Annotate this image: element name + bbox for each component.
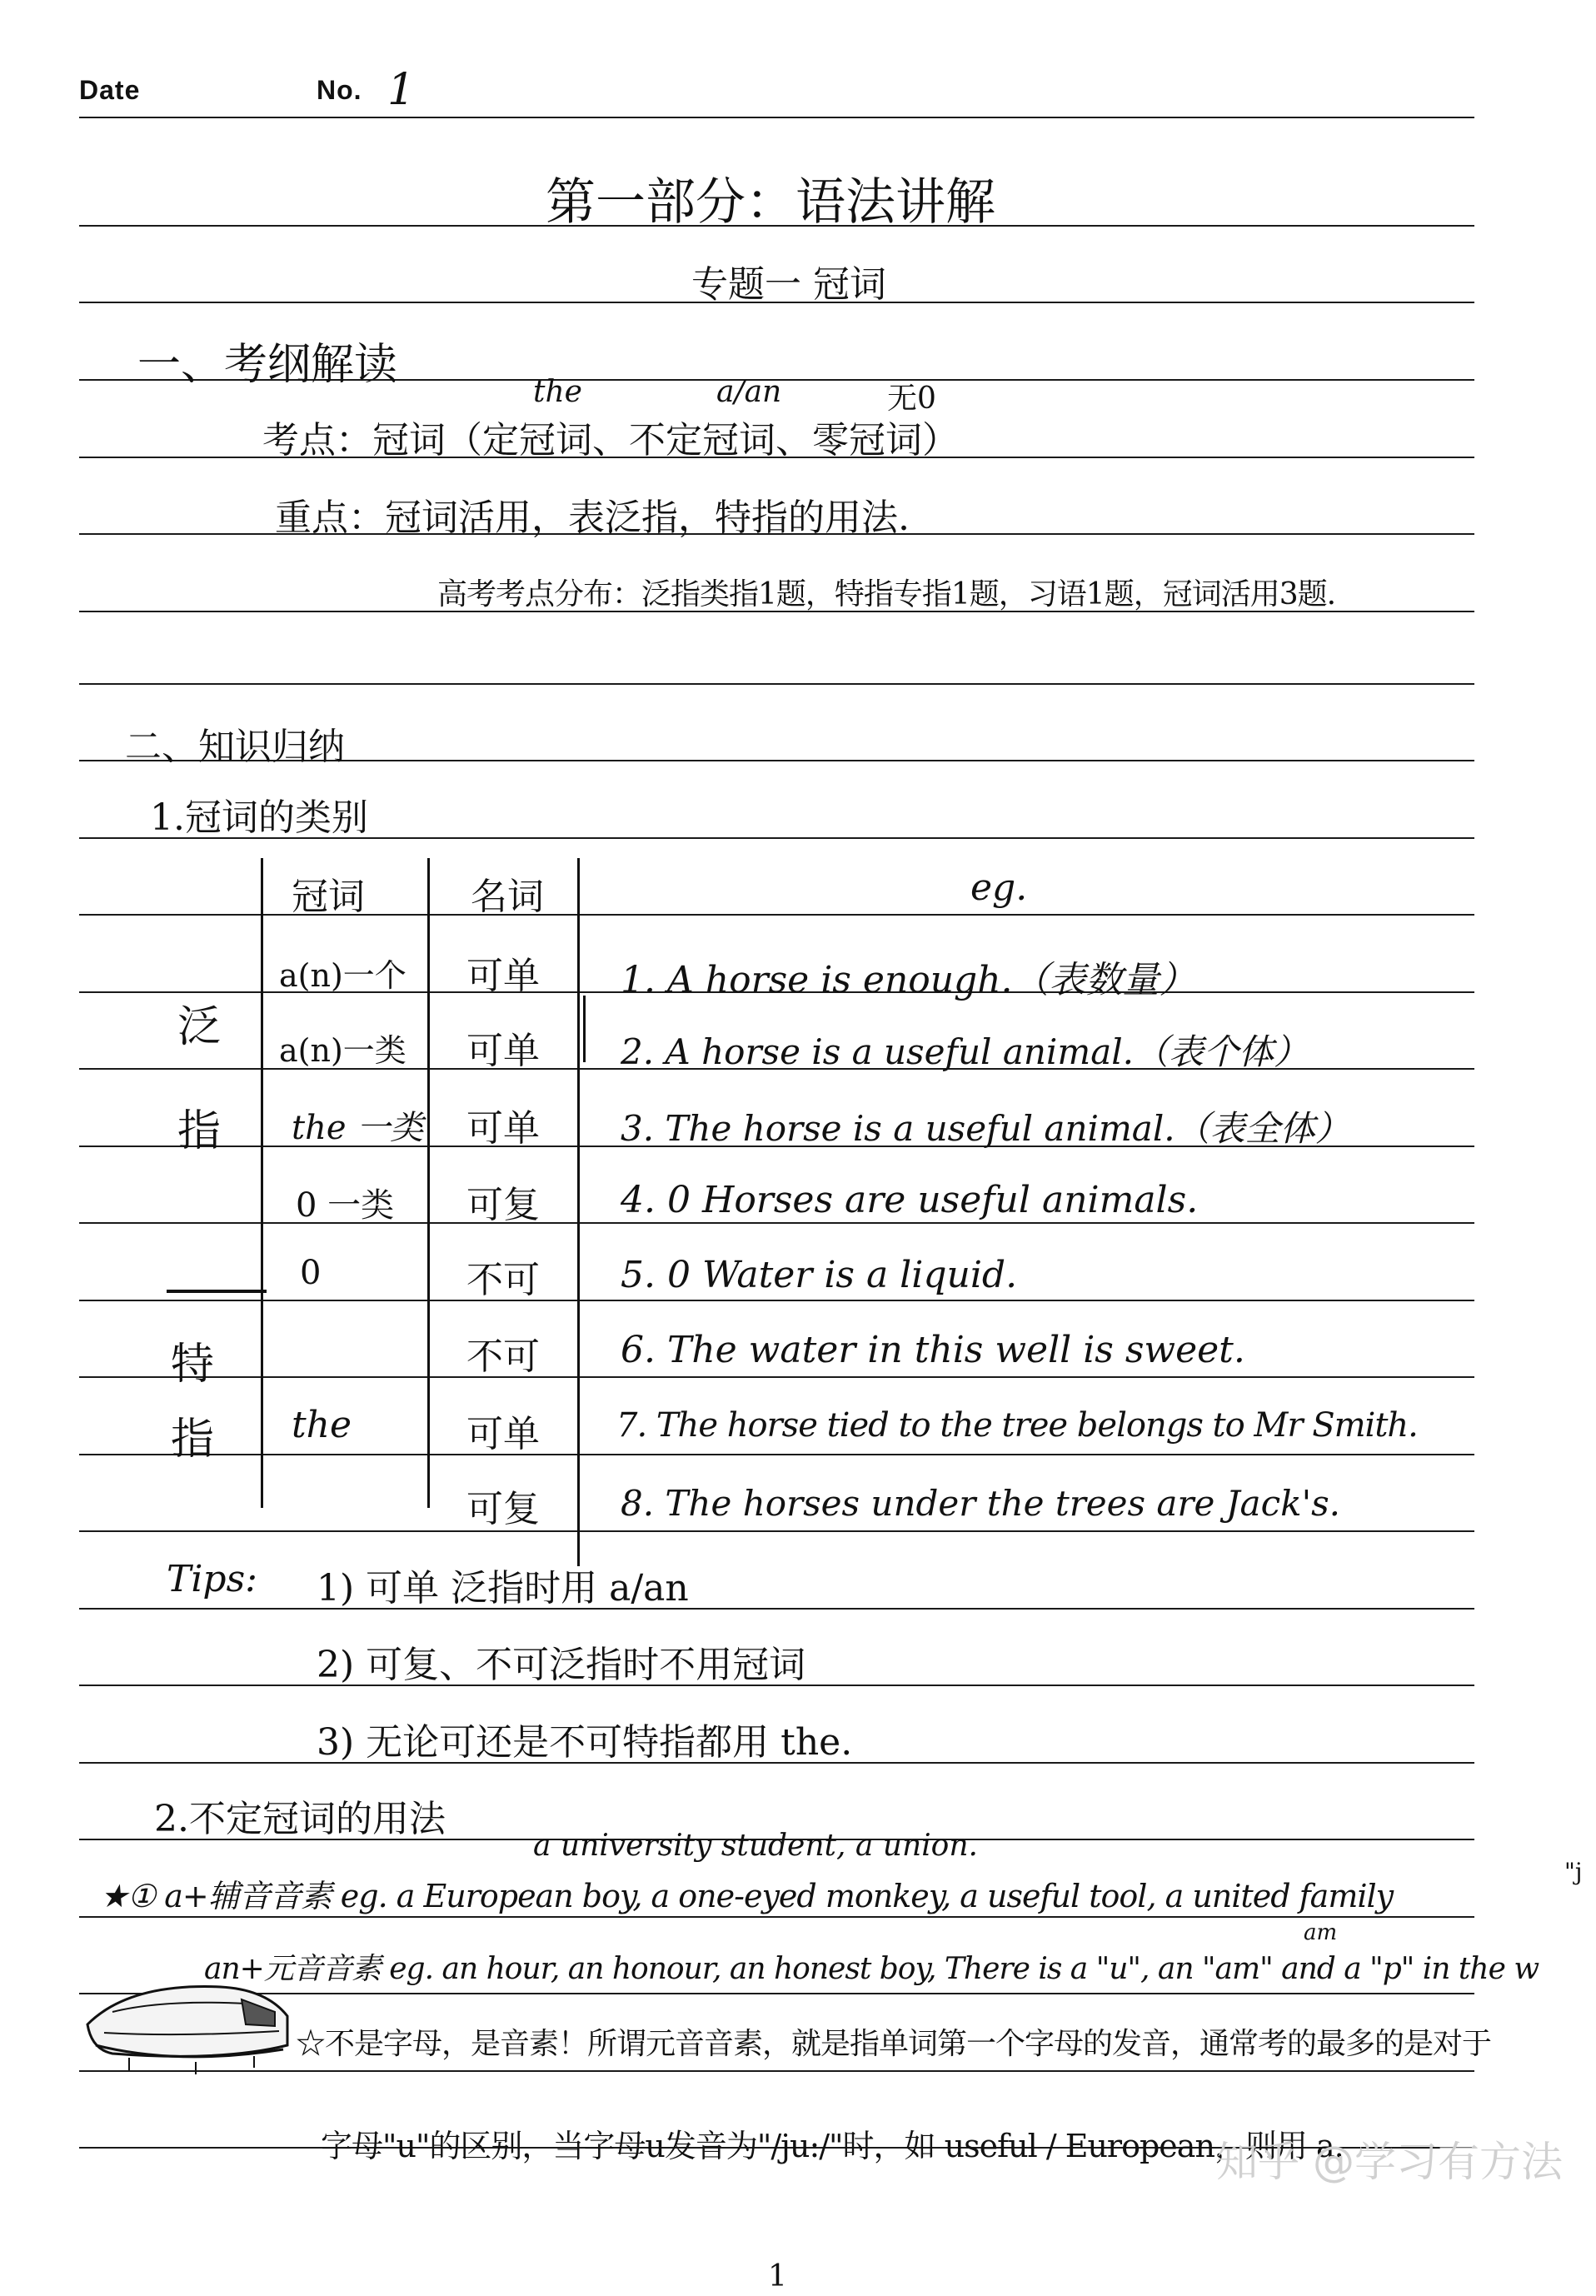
- annotation-zero: 无0: [887, 382, 936, 416]
- table-divider-mark: [583, 996, 586, 1062]
- table-cell-noun: 可单: [466, 1030, 540, 1072]
- table-cell-noun: 可单: [466, 1107, 540, 1150]
- rule-line-tail: "j: [1564, 1858, 1583, 1885]
- annotation-the: the: [533, 375, 582, 409]
- train-doodle-icon: [79, 1966, 296, 2083]
- table-cell-example: 5. 0 Water is a liquid.: [621, 1254, 1018, 1296]
- group-label-fanzhi: 指: [177, 1106, 222, 1156]
- table-divider: [577, 858, 580, 1566]
- table-cell-example: 7. The horse tied to the tree belongs to Mr Smith.: [616, 1406, 1418, 1445]
- page-number: 1: [768, 2259, 787, 2294]
- table-cell-article: 0 一类: [296, 1186, 395, 1225]
- subheading-indefinite-article: 2.不定冠词的用法: [154, 1798, 446, 1840]
- table-cell-example: 3. The horse is a useful animal.（表全体）: [621, 1108, 1350, 1149]
- date-label: Date: [79, 75, 141, 105]
- tip-item: 3) 无论可还是不可特指都用 the.: [317, 1721, 853, 1764]
- table-cell-article: a(n)一个: [279, 957, 406, 994]
- page-subtitle: 专题一 冠词: [691, 263, 886, 306]
- annotation-a-an: a/an: [716, 375, 782, 409]
- table-cell-noun: 不可: [466, 1335, 540, 1378]
- table-cell-article: the 一类: [292, 1109, 424, 1147]
- ruled-line: [79, 683, 1474, 685]
- annotation-examples: a university student, a union.: [533, 1829, 978, 1863]
- zhongdian-text: 重点：冠词活用，表泛指，特指的用法.: [275, 497, 910, 539]
- tip-item: 1) 可单 泛指时用 a/an: [317, 1567, 689, 1610]
- section-heading-2: 二、知识归纳: [125, 726, 345, 768]
- table-cell-example: 8. The horses under the trees are Jack's.: [621, 1483, 1341, 1524]
- no-label: No.: [317, 75, 362, 105]
- table-cell-example: 1. A horse is enough.（表数量）: [621, 959, 1196, 1001]
- ruled-line: [79, 1376, 1474, 1378]
- table-cell-noun: 可单: [466, 1413, 540, 1455]
- note-line: 字母"u"的区别，当字母u发音为"/ju:/"时，如 useful / European，则用 a.: [321, 2128, 1344, 2164]
- ruled-line: [79, 1222, 1474, 1224]
- ruled-line: [79, 1454, 1474, 1455]
- table-cell-noun: 可复: [466, 1488, 540, 1530]
- tips-label: Tips:: [167, 1558, 257, 1600]
- rule-line-consonant: ★① a+辅音音素 eg. a European boy, a one-eyed monkey, a useful tool, a united family: [100, 1878, 1394, 1914]
- subheading-article-types: 1.冠词的类别: [150, 796, 368, 839]
- table-header-eg: eg.: [970, 866, 1028, 909]
- ruled-line: [79, 914, 1474, 916]
- page-title: 第一部分：语法讲解: [546, 173, 995, 232]
- watermark: 知乎 @学习有方法: [1216, 2138, 1563, 2186]
- section-heading-1: 一、考纲解读: [137, 340, 398, 390]
- table-cell-noun: 可单: [466, 955, 540, 997]
- table-header-noun: 名词: [471, 876, 544, 918]
- group-label-tezhi: 特: [171, 1340, 215, 1390]
- note-line: ☆不是字母，是音素！所谓元音音素，就是指单词第一个字母的发音，通常考的最多的是对于: [296, 2027, 1492, 2061]
- table-header-article: 冠词: [292, 876, 365, 918]
- table-cell-noun: 不可: [466, 1259, 540, 1301]
- group-label-tezhi: 指: [171, 1415, 215, 1465]
- annotation-am: am: [1304, 1920, 1338, 1945]
- rule-line-vowel: an+元音音素 eg. an hour, an honour, an honest boy, There is a "u", an "am" and a "p" in the w: [204, 1952, 1539, 1986]
- kaodian-text: 考点：冠词（定冠词、不定冠词、零冠词）: [262, 419, 959, 462]
- ruled-line: [79, 117, 1474, 118]
- table-divider: [167, 1290, 267, 1293]
- table-cell-article: a(n)一类: [279, 1032, 406, 1069]
- distribution-text: 高考考点分布：泛指类指1题，特指专指1题，习语1题，冠词活用3题.: [437, 577, 1336, 611]
- table-cell-example: 2. A horse is a useful animal.（表个体）: [621, 1031, 1309, 1072]
- ruled-line: [79, 1530, 1474, 1532]
- table-divider: [427, 858, 430, 1508]
- table-cell-article: 0: [300, 1254, 322, 1292]
- tip-item: 2) 可复、不可泛指时不用冠词: [317, 1644, 806, 1686]
- ruled-line: [79, 1608, 1474, 1610]
- table-cell-noun: 可复: [466, 1184, 540, 1226]
- table-cell-example: 6. The water in this well is sweet.: [621, 1329, 1245, 1371]
- ruled-line: [79, 1300, 1474, 1301]
- page-no-value: 1: [387, 65, 416, 115]
- group-label-fanzhi: 泛: [177, 1002, 222, 1052]
- table-cell-article: the: [292, 1404, 352, 1446]
- table-cell-example: 4. 0 Horses are useful animals.: [621, 1179, 1199, 1221]
- table-divider: [261, 858, 263, 1508]
- ruled-line: [79, 1916, 1474, 1918]
